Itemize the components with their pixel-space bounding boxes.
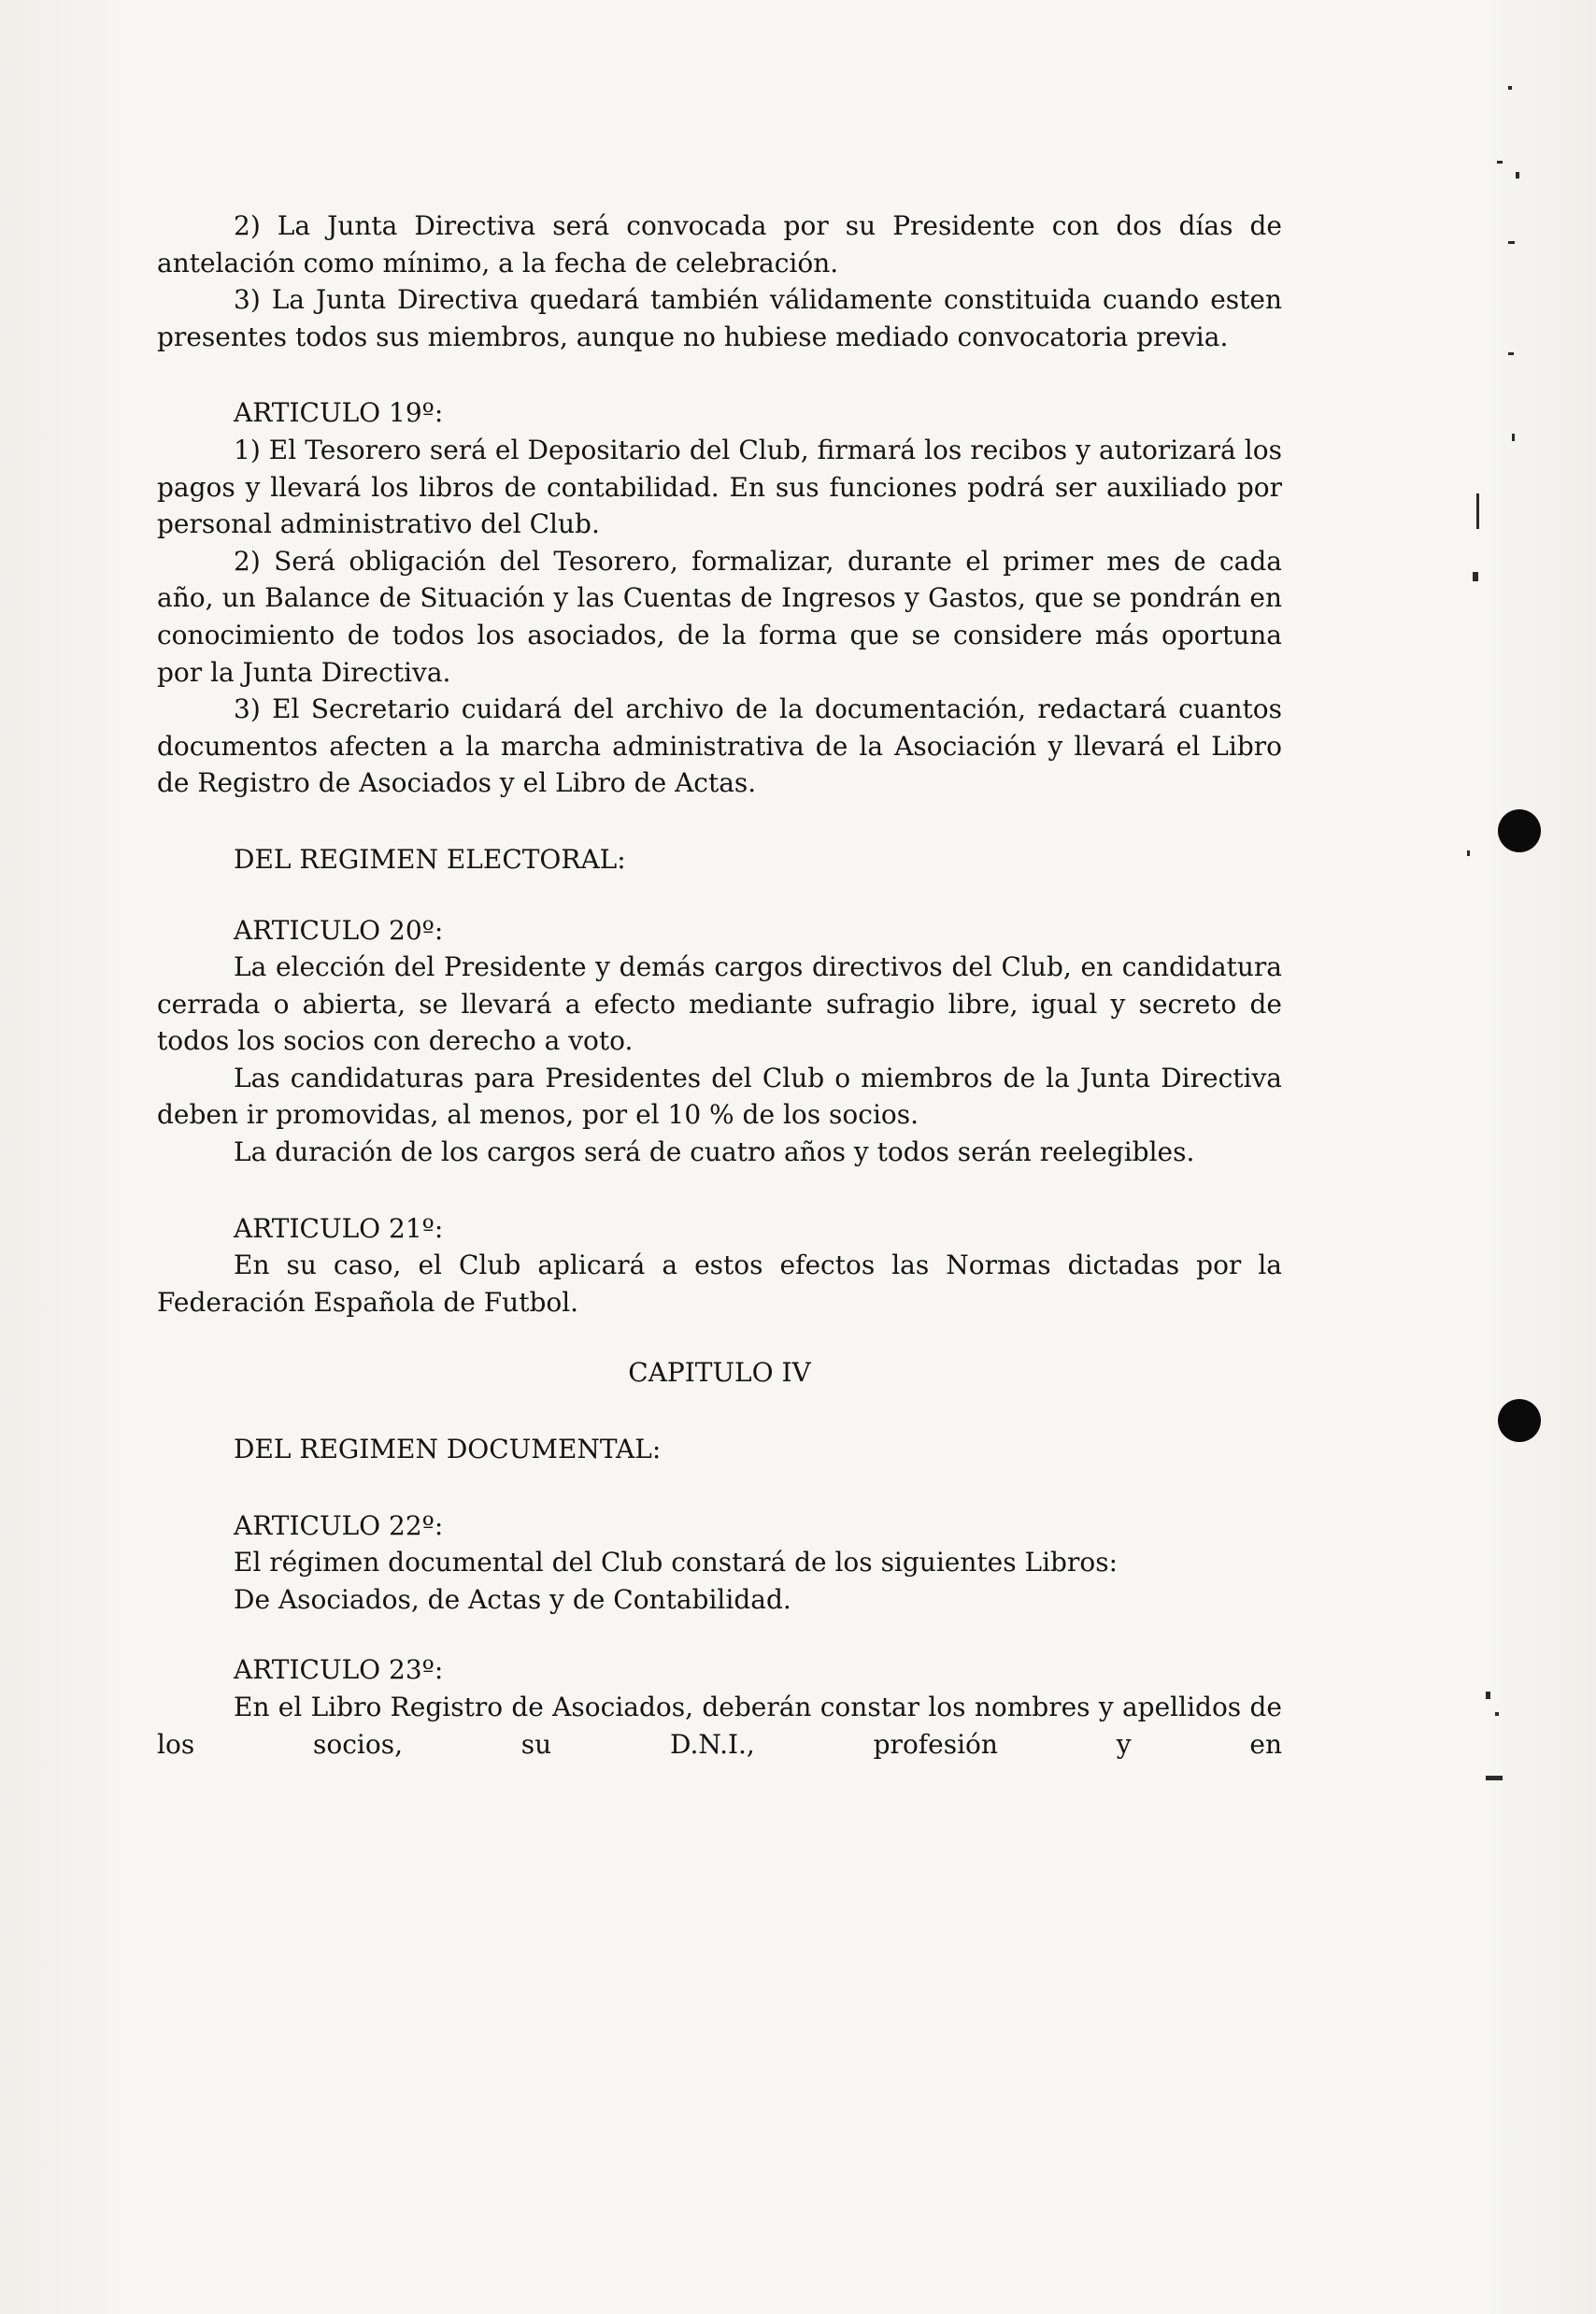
scan-speck [1486,1692,1490,1699]
binder-hole-upper [1498,809,1541,852]
paragraph-art22-regimen: El régimen documental del Club constará de los siguientes Libros: [234,1547,1119,1578]
scan-speck [1486,1776,1503,1780]
heading-regimen-electoral: DEL REGIMEN ELECTORAL: [234,843,626,875]
paragraph-art18-2: 2) La Junta Directiva será convocada por su Presidente con dos días de antelación como mínimo, a la fecha de celebración. [157,210,1282,279]
binder-hole-lower [1498,1399,1541,1442]
scan-speck [1497,161,1503,164]
paragraph-art19-1: 1) El Tesorero será el Depositario del Club, firmará los recibos y autorizará los pagos y llevará los libros de contabilidad. En sus funciones podrá ser auxiliado por personal administrativo del Club. [157,434,1282,540]
scan-speck [1512,434,1515,441]
scan-speck [1508,241,1515,244]
heading-articulo-20: ARTICULO 20º: [234,914,444,946]
heading-articulo-22: ARTICULO 22º: [234,1509,444,1541]
paragraph-art20-eleccion: La elección del Presidente y demás cargos directivos del Club, en candidatura cerrada o abierta, se llevará a efecto mediante sufragio libre, igual y secreto de todos los socios con derecho a voto. [157,951,1282,1057]
scan-speck [1476,493,1479,529]
scan-speck [1508,352,1514,355]
paragraph-art19-3: 3) El Secretario cuidará del archivo de la documentación, redactará cuantos documentos afecten a la marcha administrativa de la Asociación y llevará el Libro de Registro de Asociados y el Libro de Actas. [157,693,1282,799]
scan-speck [1516,172,1519,179]
scan-speck [1473,572,1478,581]
heading-regimen-documental: DEL REGIMEN DOCUMENTAL: [234,1434,662,1465]
heading-articulo-23: ARTICULO 23º: [234,1654,444,1686]
paragraph-art18-3: 3) La Junta Directiva quedará también válidamente constituida cuando esten presentes todos sus miembros, aunque no hubiese mediado convocatoria previa. [157,284,1282,352]
paragraph-art20-candidaturas: Las candidaturas para Presidentes del Club o miembros de la Junta Directiva deben ir promovidas, al menos, por el 10 % de los socios. [157,1062,1282,1131]
paragraph-art23: En el Libro Registro de Asociados, deberán constar los nombres y apellidos de los socios, su D.N.I., profesión y en [157,1692,1282,1760]
heading-capitulo-iv: CAPITULO IV [628,1357,811,1389]
heading-articulo-19: ARTICULO 19º: [234,397,444,429]
paragraph-art19-2: 2) Será obligación del Tesorero, formalizar, durante el primer mes de cada año, un Balance de Situación y las Cuentas de Ingresos y Gastos, que se pondrán en conocimiento de todos los asociados, de la forma que se considere más oportuna por la Junta Directiva. [157,545,1282,688]
scan-speck [1508,86,1512,90]
document-body [157,207,1282,1763]
paragraph-art22-libros: De Asociados, de Actas y de Contabilidad. [234,1583,791,1615]
scan-speck [1495,1712,1499,1716]
scan-speck [1467,850,1470,856]
heading-articulo-21: ARTICULO 21º: [234,1212,444,1244]
paragraph-art21: En su caso, el Club aplicará a estos efectos las Normas dictadas por la Federación Española de Futbol. [157,1250,1282,1318]
paragraph-art20-duracion: La duración de los cargos será de cuatro años y todos serán reelegibles. [234,1136,1195,1168]
